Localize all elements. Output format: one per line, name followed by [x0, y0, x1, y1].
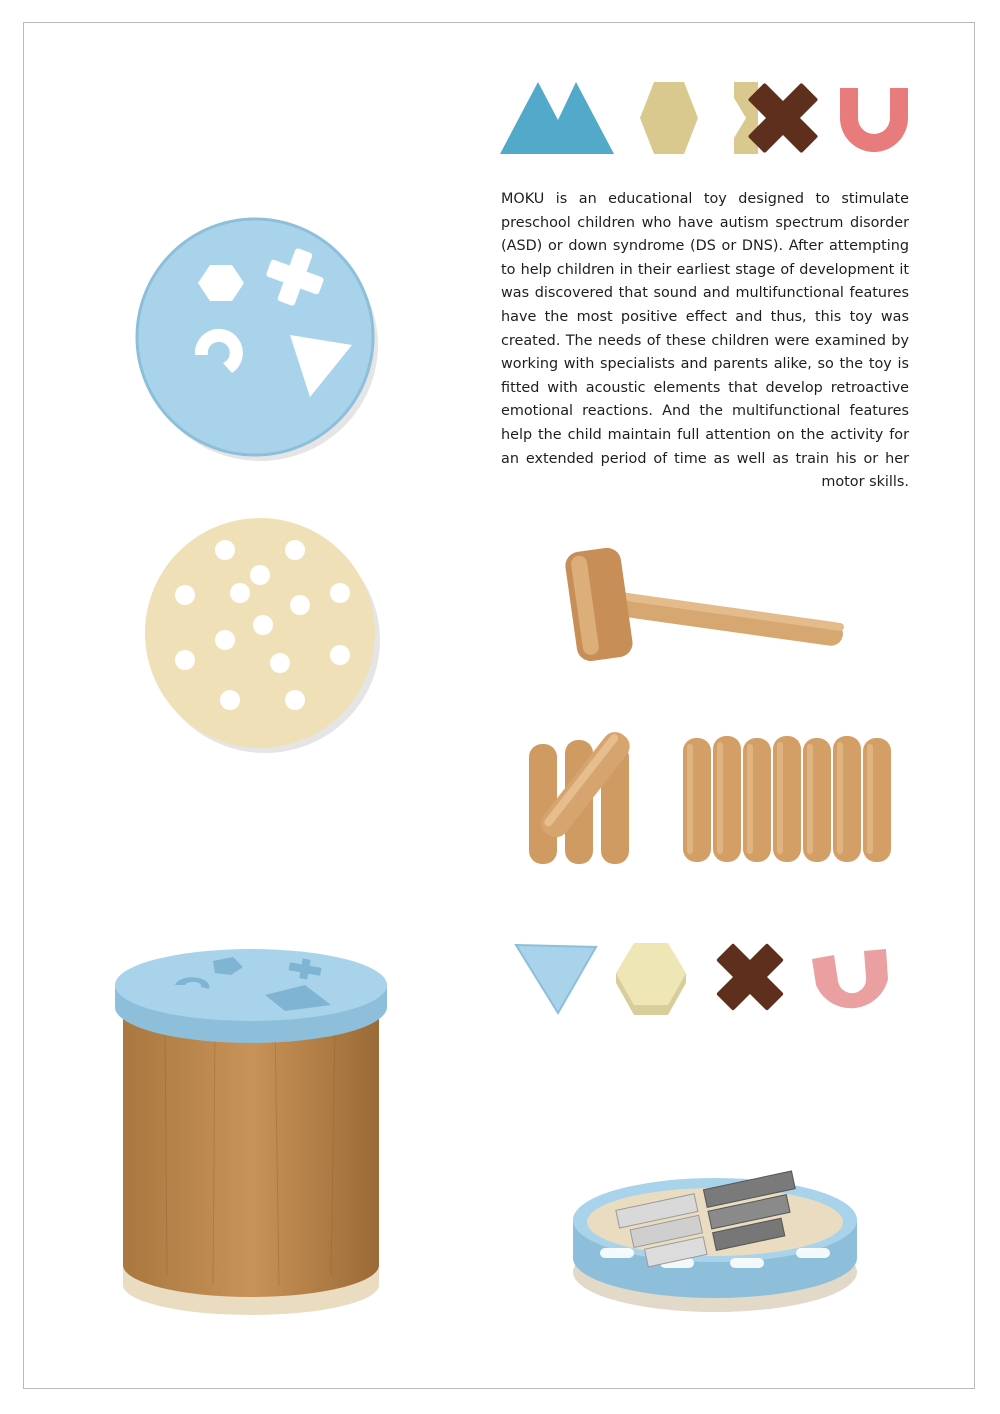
logo-letter-o: [640, 82, 698, 154]
logo-letter-k: [729, 78, 836, 158]
logo-letter-u: [840, 88, 908, 152]
product-description: MOKU is an educational toy designed to stimulate preschool children who have autism spectrum disorder (ASD) or down syndrome (DS or DNS). After attempting to help children in their earliest stage of development it was discovered that sound and multifunctional features have the most positive effect and thus, this toy was created. The needs of these children were examined by working with specialists and parents alike, so the toy is fitted with acoustic elements that develop retroactive emotional reactions. And the multifunctional features help the child maintain full attention on the activity for an extended period of time as well as train his or her motor skills.: [501, 191, 909, 491]
cream-peg-lid-image: [130, 505, 395, 765]
xylophone-tray-image: [560, 1130, 870, 1315]
hexagon-piece: [616, 943, 686, 1015]
wooden-hammer-image: [555, 540, 855, 675]
moku-logo: [500, 78, 910, 158]
peg-sticks-row-image: [675, 730, 900, 865]
triangle-piece: [516, 945, 596, 1013]
peg-sticks-stacked-image: [515, 720, 645, 870]
wooden-drum-image: [105, 945, 400, 1320]
cross-piece: [699, 935, 801, 1025]
horseshoe-piece: [812, 949, 888, 1008]
logo-letter-m: [500, 82, 614, 154]
blue-shape-lid-image: [120, 205, 390, 470]
shape-pieces-image: [510, 935, 910, 1025]
